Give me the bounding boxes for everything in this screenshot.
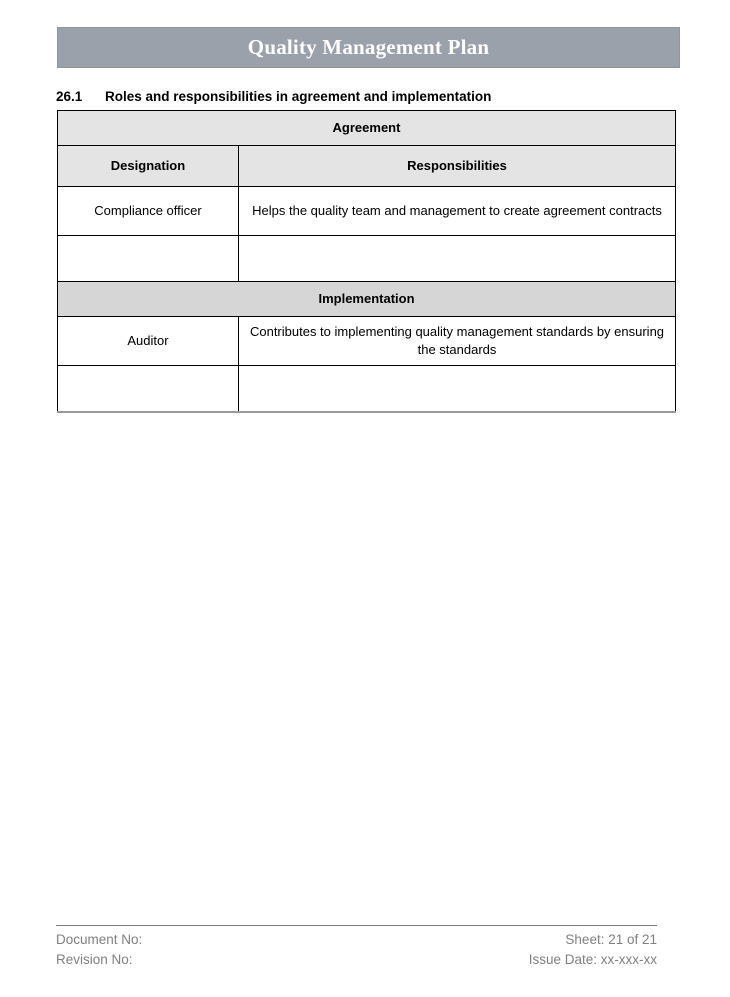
band-label-agreement: Agreement bbox=[58, 111, 676, 146]
document-title: Quality Management Plan bbox=[247, 35, 490, 59]
footer-document-no: Document No: bbox=[56, 932, 143, 947]
table-band-row-agreement bbox=[58, 111, 676, 146]
cell-designation: Auditor bbox=[58, 317, 239, 366]
cell-responsibilities bbox=[239, 236, 676, 282]
table-row bbox=[58, 317, 676, 366]
table-row bbox=[58, 366, 676, 413]
footer-sheet-number: Sheet: 21 of 21 bbox=[565, 932, 657, 947]
cell-designation bbox=[58, 236, 239, 282]
footer-issue-date: Issue Date: xx-xxx-xx bbox=[528, 951, 657, 967]
section-heading bbox=[56, 89, 491, 104]
footer-left-block bbox=[56, 930, 142, 969]
table-row bbox=[58, 236, 676, 282]
cell-responsibilities bbox=[239, 366, 676, 413]
section-number: 26.1 bbox=[56, 89, 83, 104]
cell-responsibilities: Helps the quality team and management to create agreement contracts bbox=[239, 187, 676, 236]
table-row bbox=[58, 187, 676, 236]
document-header-banner bbox=[57, 27, 680, 68]
cell-responsibilities: Contributes to implementing quality management standards by ensuring the standards bbox=[239, 317, 676, 366]
band-label-implementation: Implementation bbox=[58, 282, 676, 317]
section-title: Roles and responsibilities in agreement and implementation bbox=[105, 89, 492, 104]
footer-right-block bbox=[529, 930, 657, 969]
column-header-responsibilities: Responsibilities bbox=[239, 146, 676, 187]
document-footer bbox=[56, 925, 657, 969]
cell-designation: Compliance officer bbox=[58, 187, 239, 236]
roles-responsibilities-table bbox=[57, 110, 676, 413]
table-column-header-row bbox=[58, 146, 676, 187]
table-band-row-implementation bbox=[58, 282, 676, 317]
cell-designation bbox=[58, 366, 239, 413]
footer-revision-no: Revision No: bbox=[56, 951, 133, 967]
column-header-designation: Designation bbox=[58, 146, 239, 187]
